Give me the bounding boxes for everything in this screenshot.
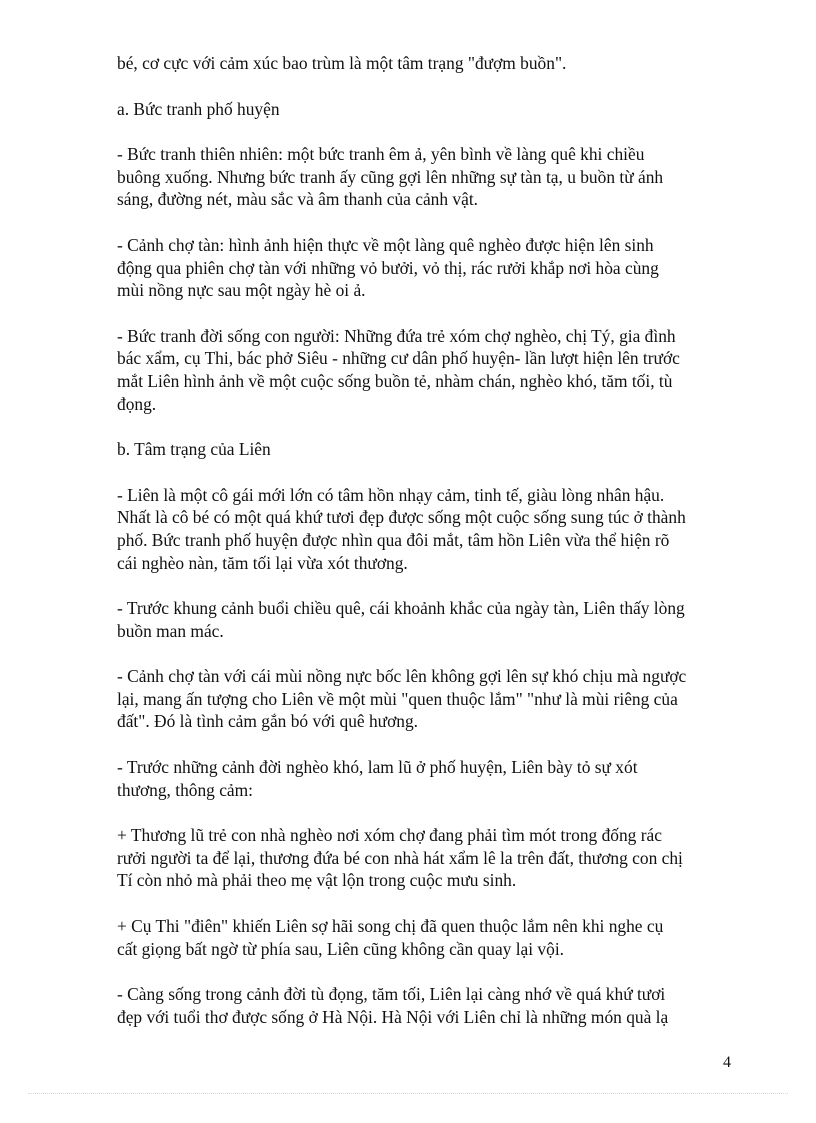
text-line: bác xẩm, cụ Thi, bác phở Siêu - những cư dân phố huyện- lần lượt hiện lên trước <box>117 348 680 369</box>
text-line: b. Tâm trạng của Liên <box>117 439 271 460</box>
text-line: lại, mang ấn tượng cho Liên về một mùi "quen thuộc lắm" "như là mùi riêng của <box>117 688 678 709</box>
text-line: + Thương lũ trẻ con nhà nghèo nơi xóm chợ đang phải tìm mót trong đống rác <box>117 825 662 846</box>
document-body <box>117 52 737 1051</box>
text-line: cất giọng bất ngờ từ phía sau, Liên cũng không cần quay lại vội. <box>117 938 565 959</box>
text-line: đất". Đó là tình cảm gắn bó với quê hương. <box>117 711 419 732</box>
paragraph <box>117 915 737 960</box>
text-line: phố. Bức tranh phố huyện được nhìn qua đôi mắt, tâm hồn Liên vừa thể hiện rõ <box>117 529 670 550</box>
text-line: đẹp với tuổi thơ được sống ở Hà Nội. Hà Nội với Liên chỉ là những món quà lạ <box>117 1006 669 1027</box>
text-line: a. Bức tranh phố huyện <box>117 98 280 119</box>
text-line: - Liên là một cô gái mới lớn có tâm hồn nhạy cảm, tinh tế, giàu lòng nhân hậu. <box>117 484 665 505</box>
paragraph <box>117 52 737 75</box>
text-line: bé, cơ cực với cảm xúc bao trùm là một tâm trạng "đượm buồn". <box>117 53 567 73</box>
text-line: đọng. <box>117 393 157 414</box>
paragraph <box>117 98 737 121</box>
paragraph <box>117 234 737 302</box>
text-line: động qua phiên chợ tàn với những vỏ bưởi, vỏ thị, rác rưởi khắp nơi hòa cùng <box>117 257 659 278</box>
text-line: buồn man mác. <box>117 620 224 641</box>
text-line: mùi nồng nực sau một ngày hè oi ả. <box>117 280 366 301</box>
text-line: - Trước những cảnh đời nghèo khó, lam lũ ở phố huyện, Liên bày tỏ sự xót <box>117 757 638 778</box>
text-line: - Cảnh chợ tàn: hình ảnh hiện thực về một làng quê nghèo được hiện lên sinh <box>117 234 654 255</box>
text-line: sáng, đường nét, màu sắc và âm thanh của cảnh vật. <box>117 189 478 210</box>
paragraph <box>117 143 737 211</box>
page-footer-divider <box>28 1093 788 1094</box>
paragraph <box>117 597 737 642</box>
paragraph <box>117 325 737 415</box>
paragraph <box>117 484 737 574</box>
paragraph <box>117 665 737 733</box>
text-line: - Cảnh chợ tàn với cái mùi nồng nực bốc lên không gợi lên sự khó chịu mà ngược <box>117 666 687 687</box>
text-line: rưởi người ta để lại, thương đứa bé con nhà hát xẩm lê la trên đất, thương con chị <box>117 847 683 868</box>
page-number: 4 <box>723 1054 731 1071</box>
text-line: - Trước khung cảnh buổi chiều quê, cái khoảnh khắc của ngày tàn, Liên thấy lòng <box>117 598 685 619</box>
text-line: Tí còn nhỏ mà phải theo mẹ vật lộn trong cuộc mưu sinh. <box>117 870 517 891</box>
text-line: - Càng sống trong cảnh đời tù đọng, tăm tối, Liên lại càng nhớ về quá khứ tươi <box>117 984 666 1005</box>
text-line: Nhất là cô bé có một quá khứ tươi đẹp được sống một cuộc sống sung túc ở thành <box>117 507 686 528</box>
text-line: buông xuống. Nhưng bức tranh ấy cũng gợi lên những sự tàn tạ, u buồn từ ánh <box>117 166 664 187</box>
text-line: - Bức tranh thiên nhiên: một bức tranh êm ả, yên bình về làng quê khi chiều <box>117 144 645 165</box>
text-line: cái nghèo nàn, tăm tối lại vừa xót thương. <box>117 552 408 573</box>
text-line: mắt Liên hình ảnh về một cuộc sống buồn tẻ, nhàm chán, nghèo khó, tăm tối, tù <box>117 370 673 391</box>
text-line: - Bức tranh đời sống con người: Những đứa trẻ xóm chợ nghèo, chị Tý, gia đình <box>117 325 676 346</box>
paragraph <box>117 756 737 801</box>
paragraph <box>117 824 737 892</box>
text-line: + Cụ Thi "điên" khiến Liên sợ hãi song chị đã quen thuộc lắm nên khi nghe cụ <box>117 916 664 937</box>
paragraph <box>117 983 737 1028</box>
paragraph <box>117 438 737 461</box>
text-line: thương, thông cảm: <box>117 779 253 800</box>
